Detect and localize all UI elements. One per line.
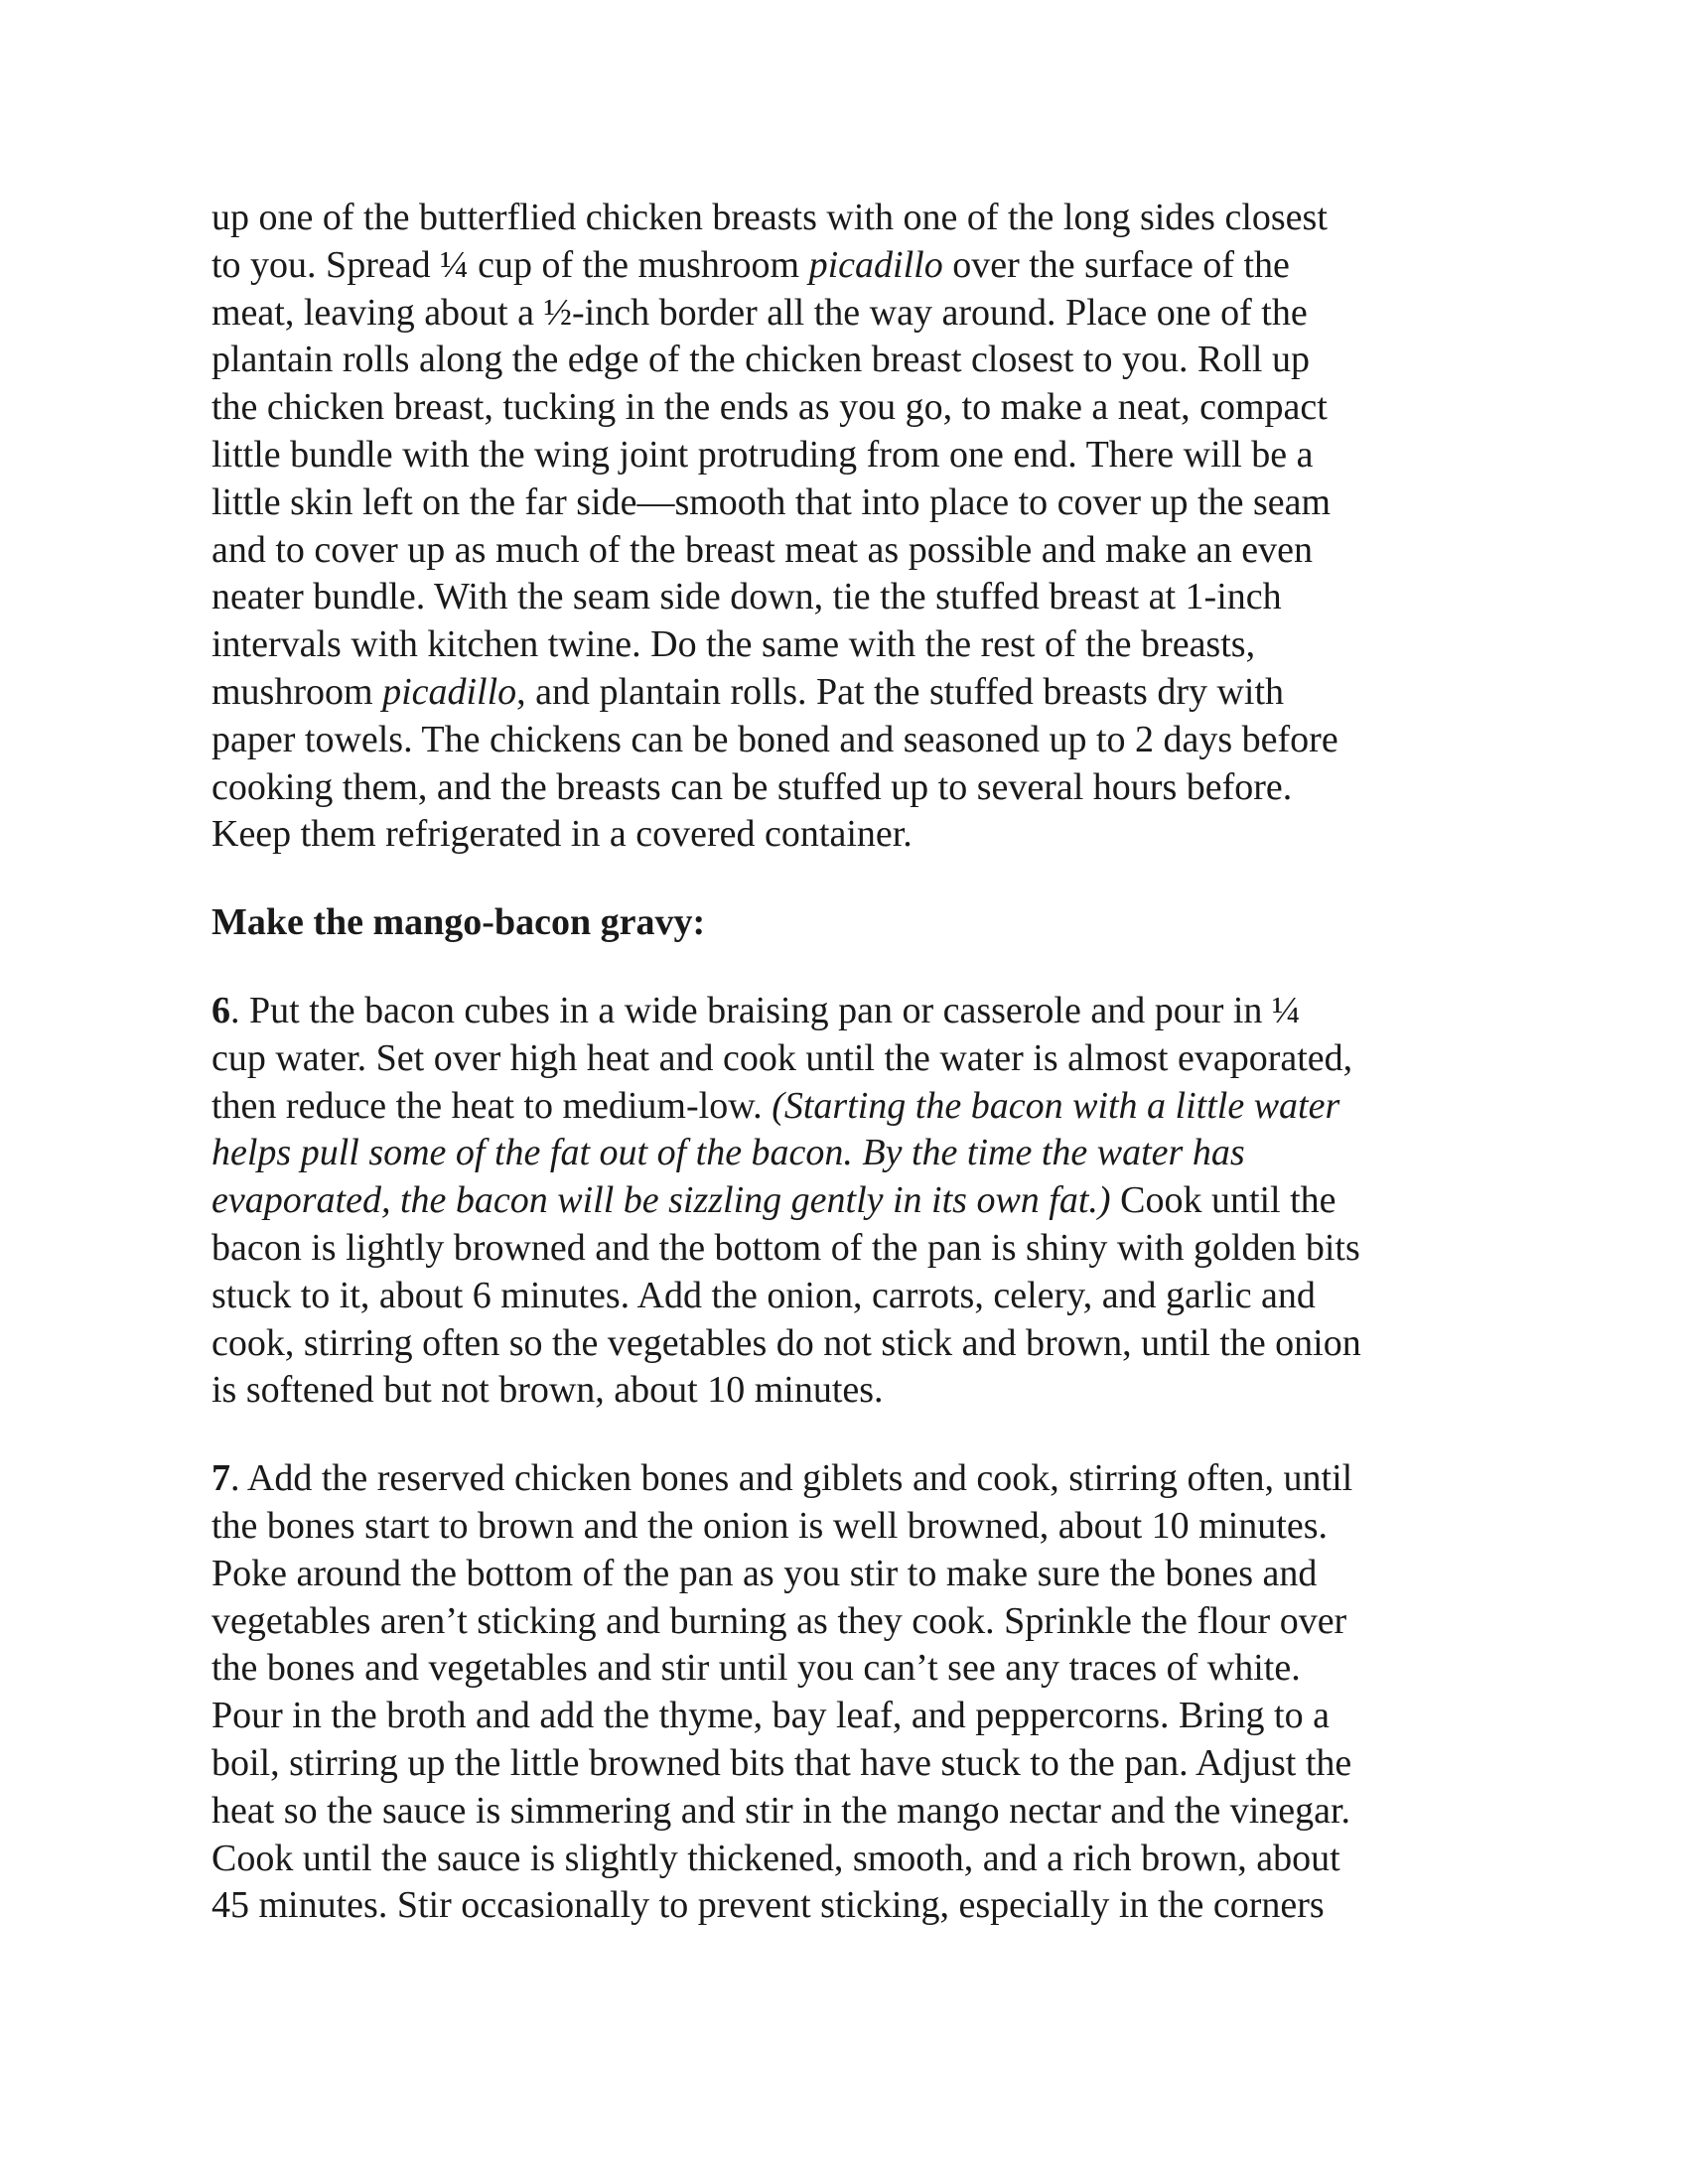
text-line [211, 1693, 1502, 1740]
text-line [211, 1503, 1502, 1551]
text-line [211, 811, 1502, 859]
text-run: the chicken breast, tucking in the ends as you go, to make a neat, compact [211, 386, 1328, 429]
text-line [211, 1788, 1502, 1836]
text-line [211, 574, 1502, 621]
text-line [211, 1882, 1502, 1930]
text-run: boil, stirring up the little browned bits that have stuck to the pan. Adjust the [211, 1741, 1352, 1784]
text-run: Pour in the broth and add the thyme, bay leaf, and peppercorns. Bring to a [211, 1695, 1330, 1737]
text-line [211, 242, 1502, 290]
text-run: Poke around the bottom of the pan as you stir to make sure the bones and [211, 1552, 1318, 1594]
text-run: . Put the bacon cubes in a wide braising pan or casserole and pour in ¼ [230, 989, 1301, 1031]
text-line [211, 384, 1502, 432]
text-line [211, 1083, 1502, 1131]
text-line [211, 479, 1502, 527]
text-line [211, 1551, 1502, 1598]
text-run: the bones and vegetables and stir until you can’t see any traces of white. [211, 1647, 1301, 1690]
text-line [211, 1836, 1502, 1883]
paragraph-continuation [211, 195, 1502, 859]
text-line [211, 195, 1502, 242]
text-run: heat so the sauce is simmering and stir in the mango nectar and the vinegar. [211, 1789, 1351, 1832]
text-line [211, 1035, 1502, 1083]
text-line [211, 717, 1502, 764]
text-run: plantain rolls along the edge of the chicken breast closest to you. Roll up [211, 339, 1310, 381]
text-line [211, 290, 1502, 338]
text-line [211, 527, 1502, 575]
text-run: the bones start to brown and the onion is well browned, about 10 minutes. [211, 1504, 1328, 1547]
text-line [211, 1320, 1502, 1368]
text-line [211, 1273, 1502, 1320]
text-line [211, 432, 1502, 479]
section-heading: Make the mango-bacon gravy: [211, 901, 706, 944]
text-run: 45 minutes. Stir occasionally to prevent sticking, especially in the corners [211, 1884, 1325, 1927]
text-run: intervals with kitchen twine. Do the same with the rest of the breasts, [211, 623, 1256, 666]
text-run: cooking them, and the breasts can be stuffed up to several hours before. [211, 765, 1293, 808]
text-run: meat, leaving about a ½-inch border all the way around. Place one of the [211, 291, 1308, 334]
text-line [211, 1177, 1502, 1225]
text-run: paper towels. The chickens can be boned and seasoned up to 2 days before [211, 718, 1338, 760]
text-line [211, 1130, 1502, 1177]
step-6-paragraph [211, 988, 1502, 1415]
text-run: to you. Spread ¼ cup of the mushroom [211, 243, 809, 286]
text-run: Cook until the sauce is slightly thickened, smooth, and a rich brown, about [211, 1837, 1340, 1879]
text-line [211, 1598, 1502, 1646]
text-line [211, 669, 1502, 717]
text-run: up one of the butterflied chicken breasts with one of the long sides closest [211, 197, 1328, 238]
text-run: little skin left on the far side—smooth that into place to cover up the seam [211, 480, 1332, 523]
text-line [211, 621, 1502, 669]
text-run: over the surface of the [942, 243, 1290, 286]
text-run: , and plantain rolls. Pat the stuffed breasts dry with [516, 670, 1285, 713]
step-7-paragraph [211, 1455, 1502, 1930]
italic-text: picadillo [382, 670, 517, 713]
text-run: is softened but not brown, about 10 minutes. [211, 1369, 884, 1412]
document-page [211, 195, 1502, 1971]
text-line [211, 1645, 1502, 1693]
text-run: Keep them refrigerated in a covered container. [211, 813, 913, 856]
text-run: stuck to it, about 6 minutes. Add the onion, carrots, celery, and garlic and [211, 1274, 1316, 1316]
text-run: cook, stirring often so the vegetables do not stick and brown, until the onion [211, 1321, 1361, 1364]
step-number: 6 [211, 989, 230, 1031]
text-run: mushroom [211, 670, 383, 713]
text-run: little bundle with the wing joint protruding from one end. There will be a [211, 433, 1314, 476]
text-run: neater bundle. With the seam side down, tie the stuffed breast at 1-inch [211, 576, 1282, 618]
text-line [211, 1225, 1502, 1273]
italic-text: (Starting the bacon with a little water [772, 1084, 1340, 1127]
italic-text: picadillo [808, 243, 943, 286]
text-run: vegetables aren’t sticking and burning as they cook. Sprinkle the flour over [211, 1599, 1347, 1642]
step-6-first-line [211, 988, 1502, 1035]
text-line [211, 1367, 1502, 1415]
text-line [211, 764, 1502, 812]
text-run: Cook until the [1110, 1179, 1336, 1222]
text-run: . Add the reserved chicken bones and giblets and cook, stirring often, until [230, 1457, 1353, 1500]
text-line [211, 1740, 1502, 1788]
text-line [211, 337, 1502, 384]
step-7-first-line [211, 1455, 1502, 1503]
text-run: then reduce the heat to medium-low. [211, 1084, 773, 1127]
text-run: cup water. Set over high heat and cook until the water is almost evaporated, [211, 1036, 1353, 1079]
text-run: bacon is lightly browned and the bottom of the pan is shiny with golden bits [211, 1226, 1360, 1269]
italic-text: evaporated, the bacon will be sizzling gently in its own fat.) [211, 1179, 1111, 1222]
italic-text: helps pull some of the fat out of the bacon. By the time the water has [211, 1132, 1245, 1174]
text-run: and to cover up as much of the breast meat as possible and make an even [211, 528, 1314, 571]
step-number: 7 [211, 1457, 230, 1500]
